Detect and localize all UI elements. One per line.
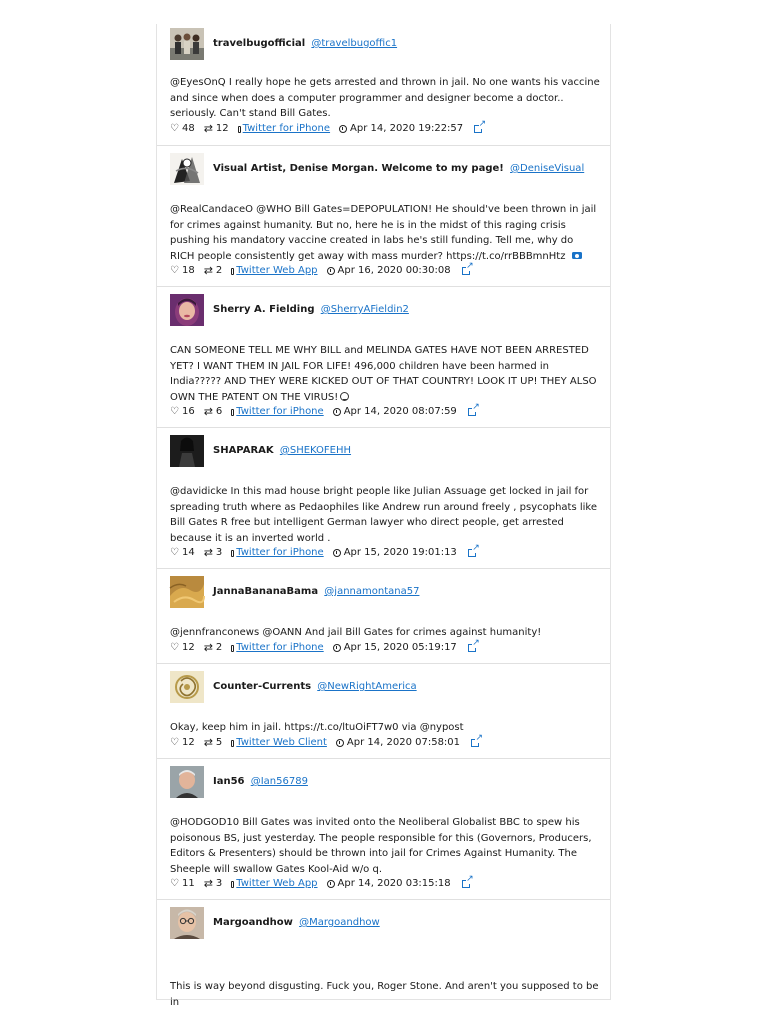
mobile-icon	[238, 126, 241, 133]
tweet-source	[231, 642, 323, 654]
clock-icon	[333, 644, 341, 652]
tweet-card	[157, 759, 610, 900]
retweet-count[interactable]: ⇄ 12	[203, 122, 229, 135]
display-name[interactable]: Margoandhow	[213, 917, 293, 928]
source-link[interactable]: Twitter for iPhone	[236, 547, 324, 558]
like-count[interactable]: ♡ 14	[170, 547, 195, 558]
like-count[interactable]: ♡ 12	[170, 642, 195, 653]
heart-icon: ♡	[170, 406, 179, 417]
retweet-count[interactable]: ⇄ 3	[203, 546, 223, 559]
tweet-card	[157, 146, 610, 287]
display-name[interactable]: Sherry A. Fielding	[213, 304, 315, 315]
heart-icon: ♡	[170, 642, 179, 653]
tweet-author	[213, 917, 380, 929]
external-link-icon[interactable]	[471, 739, 479, 747]
tweet-meta	[170, 642, 602, 654]
tweet-card	[157, 287, 610, 428]
heart-icon: ♡	[170, 123, 179, 134]
mobile-icon	[231, 645, 234, 652]
retweet-icon: ⇄	[203, 877, 213, 890]
tweet-text: @davidicke In this mad house bright people like Julian Assuage get locked in jail for spreading truth where as Pedaophiles like Andrew run around freely , psycophats like Bill Gates R free but intelligent German lawyer who direct people, get arrested because it is an inverted world .	[170, 486, 598, 544]
tweet-text: CAN SOMEONE TELL ME WHY BILL and MELINDA GATES HAVE NOT BEEN ARRESTED YET? I WANT THEM IN JAIL FOR LIFE! 496,000 children have been harmed in India????? AND THEY WERE KICKED OUT OF THAT COUNTRY! LOOK IT UP! THEY ALSO OWN THE PATENT ON THE VIRUS!	[170, 345, 597, 403]
avatar[interactable]	[170, 28, 204, 60]
like-count[interactable]: ♡ 48	[170, 123, 195, 134]
source-link[interactable]: Twitter Web App	[236, 265, 318, 276]
source-link[interactable]: Twitter for iPhone	[242, 123, 331, 134]
tweet-timestamp: Apr 15, 2020 05:19:17	[333, 642, 457, 654]
tweet-timestamp: Apr 16, 2020 00:30:08	[327, 265, 451, 277]
external-link-icon[interactable]	[462, 880, 470, 888]
tweet-author	[213, 304, 409, 316]
tweet-author	[213, 681, 417, 693]
avatar[interactable]	[170, 576, 204, 608]
tweet-card	[157, 24, 610, 146]
retweet-count[interactable]: ⇄ 5	[203, 736, 223, 749]
retweet-icon: ⇄	[203, 641, 213, 654]
tweet-meta	[170, 123, 602, 135]
tweet-timestamp: Apr 14, 2020 08:07:59	[333, 406, 457, 418]
like-count[interactable]: ♡ 11	[170, 878, 195, 889]
tweet-text: This is way beyond disgusting. Fuck you, Roger Stone. And aren't you supposed to be in	[170, 981, 599, 1008]
tweet-text: @EyesOnQ I really hope he gets arrested and thrown in jail. No one wants his vaccine and since when does a computer programmer and designer become a doctor.. seriously. Can't stand Bill Gates.	[170, 77, 600, 119]
mobile-icon	[231, 881, 234, 888]
tweet-meta	[170, 878, 602, 890]
tweet-meta	[170, 406, 602, 418]
tweet-card	[157, 428, 610, 569]
user-handle-link[interactable]: @SHEKOFEHH	[279, 445, 352, 456]
avatar[interactable]	[170, 766, 204, 798]
tweet-text: @jennfranconews @OANN And jail Bill Gates for crimes against humanity!	[170, 627, 542, 638]
external-link-icon[interactable]	[468, 644, 476, 652]
user-handle-link[interactable]: @travelbugoffic1	[311, 38, 398, 49]
tweet-header	[170, 28, 397, 60]
retweet-count[interactable]: ⇄ 2	[203, 264, 223, 277]
like-count[interactable]: ♡ 12	[170, 737, 195, 748]
retweet-count[interactable]: ⇄ 6	[203, 405, 223, 418]
avatar[interactable]	[170, 671, 204, 703]
user-handle-link[interactable]: @Ian56789	[250, 776, 308, 787]
angry-face-icon	[340, 392, 349, 401]
user-handle-link[interactable]: @jannamontana57	[324, 586, 420, 597]
tweet-source	[231, 547, 323, 559]
display-name[interactable]: Ian56	[213, 776, 245, 787]
source-link[interactable]: Twitter for iPhone	[236, 406, 324, 417]
tweet-author	[213, 586, 419, 598]
tweet-text: @RealCandaceO @WHO Bill Gates=DEPOPULATION! He should've been thrown in jail for crimes against humanity. But no, here he is in the midst of this raging crisis pushing his mandatory vaccine created in labs he's still funding. Tell me, why do RICH people consistently get away with mass murder? https://t.co/rrBBBmnHtz	[170, 204, 597, 262]
user-handle-link[interactable]: @SherryAFieldin2	[320, 304, 409, 315]
external-link-icon[interactable]	[474, 125, 482, 133]
tweet-header	[170, 153, 584, 185]
clock-icon	[327, 267, 335, 275]
avatar[interactable]	[170, 153, 204, 185]
avatar[interactable]	[170, 907, 204, 939]
avatar[interactable]	[170, 435, 204, 467]
retweet-icon: ⇄	[203, 405, 213, 418]
tweet-author	[213, 163, 584, 175]
camera-icon[interactable]	[572, 252, 582, 259]
display-name[interactable]: Counter-Currents	[213, 681, 312, 692]
clock-icon	[336, 739, 344, 747]
tweet-timestamp: Apr 14, 2020 19:22:57	[339, 123, 463, 135]
tweet-card	[157, 664, 610, 759]
retweet-icon: ⇄	[203, 736, 213, 749]
source-link[interactable]: Twitter for iPhone	[236, 642, 324, 653]
retweet-count[interactable]: ⇄ 3	[203, 877, 223, 890]
retweet-icon: ⇄	[203, 122, 213, 135]
tweet-header	[170, 294, 409, 326]
tweet-header	[170, 576, 419, 608]
tweet-header	[170, 671, 417, 703]
tweet-meta	[170, 737, 602, 749]
heart-icon: ♡	[170, 265, 179, 276]
user-handle-link[interactable]: @DeniseVisual	[510, 163, 585, 174]
avatar[interactable]	[170, 294, 204, 326]
tweet-timestamp: Apr 15, 2020 19:01:13	[333, 547, 457, 559]
tweet-feed	[156, 24, 611, 1008]
tweet-source	[231, 878, 317, 890]
source-link[interactable]: Twitter Web Client	[236, 737, 327, 748]
display-name[interactable]: travelbugofficial	[213, 38, 306, 49]
heart-icon: ♡	[170, 737, 179, 748]
heart-icon: ♡	[170, 878, 179, 889]
source-link[interactable]: Twitter Web App	[236, 878, 318, 889]
tweet-text: @HODGOD10 Bill Gates was invited onto the Neoliberal Globalist BBC to spew his poisonous BS, just yesterday. The people responsible for this (Governors, Producers, Editors & Presenters) should be thrown into jail for Crimes Against Humanity. The Sheeple will swallow Gates Kool-Aid w/o q.	[170, 817, 592, 875]
clock-icon	[339, 125, 347, 133]
tweet-meta	[170, 265, 602, 277]
retweet-icon: ⇄	[203, 546, 213, 559]
tweet-header	[170, 435, 351, 467]
user-handle-link[interactable]: @NewRightAmerica	[317, 681, 417, 692]
tweet-header	[170, 766, 308, 798]
external-link-icon[interactable]	[462, 267, 470, 275]
display-name[interactable]: SHAPARAK	[213, 445, 274, 456]
tweet-header	[170, 907, 380, 939]
clock-icon	[333, 549, 341, 557]
mobile-icon	[231, 550, 234, 557]
tweet-author	[213, 445, 351, 457]
tweet-card	[157, 900, 610, 1008]
tweet-timestamp: Apr 14, 2020 07:58:01	[336, 737, 460, 749]
clock-icon	[327, 880, 335, 888]
tweet-source	[231, 406, 323, 418]
tweet-source	[231, 265, 317, 277]
external-link-icon[interactable]	[468, 408, 476, 416]
mobile-icon	[231, 268, 234, 275]
mobile-icon	[231, 409, 234, 416]
retweet-icon: ⇄	[203, 264, 213, 277]
tweet-timestamp: Apr 14, 2020 03:15:18	[327, 878, 451, 890]
tweet-meta	[170, 547, 602, 559]
tweet-source	[238, 123, 330, 135]
clock-icon	[333, 408, 341, 416]
retweet-count[interactable]: ⇄ 2	[203, 641, 223, 654]
tweet-source	[231, 737, 327, 749]
like-count[interactable]: ♡ 16	[170, 406, 195, 417]
tweet-card	[157, 569, 610, 664]
tweet-author	[213, 38, 397, 50]
mobile-icon	[231, 740, 234, 747]
external-link-icon[interactable]	[468, 549, 476, 557]
tweet-text: Okay, keep him in jail. https://t.co/ltuOiFT7w0 via @nypost	[170, 722, 464, 733]
display-name[interactable]: Visual Artist, Denise Morgan. Welcome to my page!	[213, 163, 504, 174]
display-name[interactable]: JannaBananaBama	[213, 586, 319, 597]
heart-icon: ♡	[170, 547, 179, 558]
tweet-author	[213, 776, 308, 788]
like-count[interactable]: ♡ 18	[170, 265, 195, 276]
user-handle-link[interactable]: @Margoandhow	[299, 917, 380, 928]
